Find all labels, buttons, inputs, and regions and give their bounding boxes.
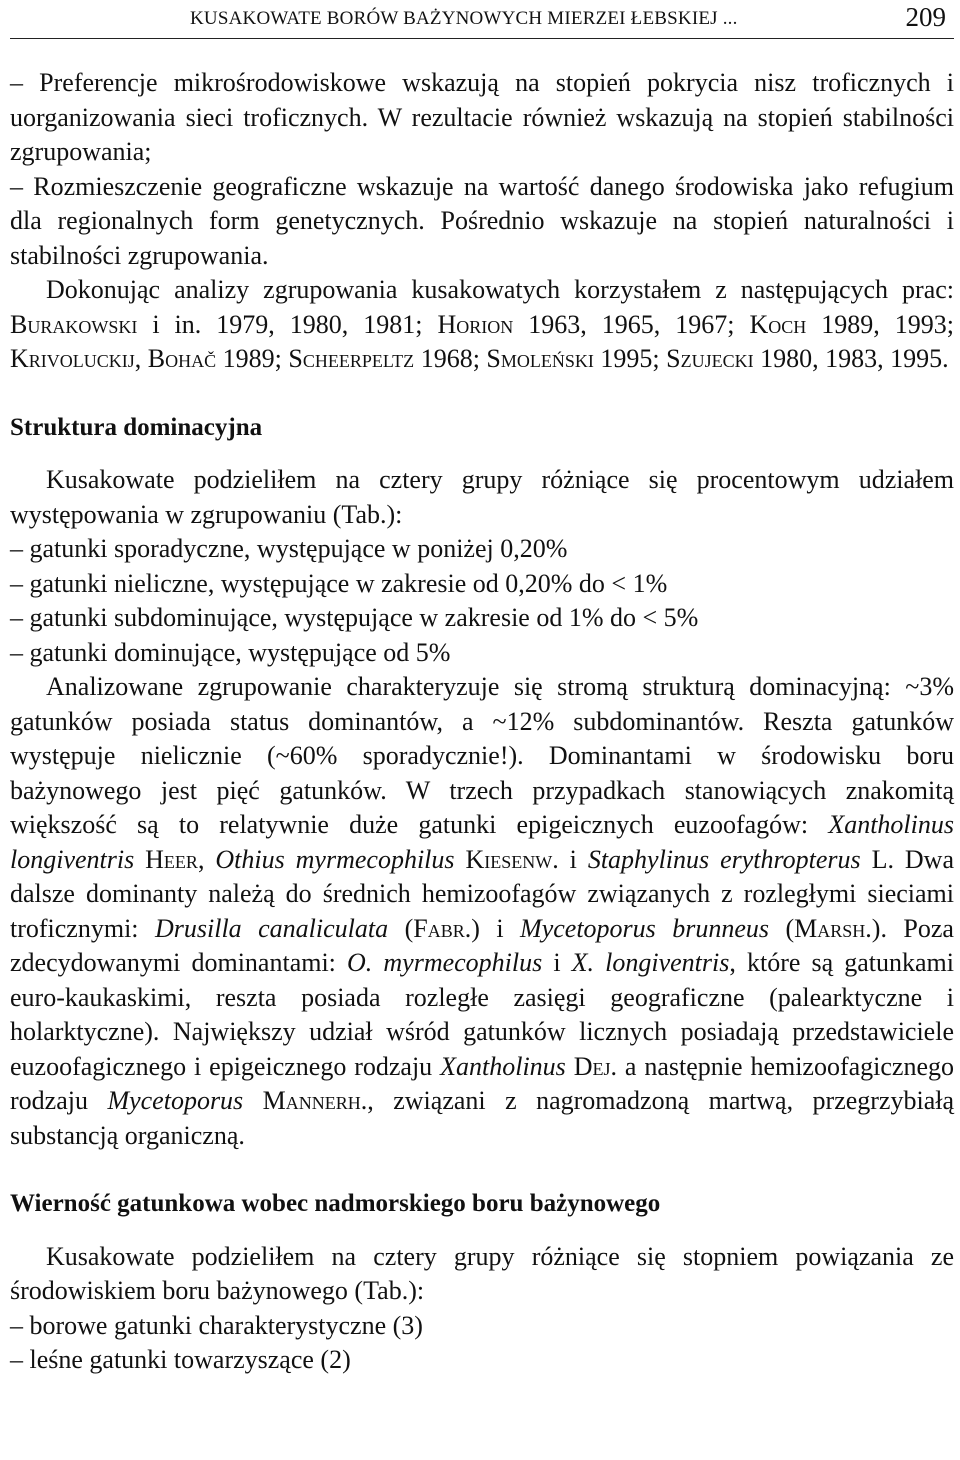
running-title: KUSAKOWATE BORÓW BAŻYNOWYCH MIERZEI ŁEBSKIEJ ... <box>190 8 738 29</box>
sources-paragraph: Dokonując analizy zgrupowania kusakowatych korzystałem z następujących prac: Burakowski i in. 1979, 1980, 1981; Horion 1963, 1965, 1967; Koch 1989, 1993; Krivoluckij, Bohač 1989; Scheerpeltz 1968; Smoleński 1995; Szujecki 1980, 1983, 1995. <box>10 275 954 373</box>
page-body <box>10 66 954 1378</box>
list-item: – borowe gatunki charakterystyczne (3) <box>10 1310 423 1340</box>
list-item: – gatunki nieliczne, występujące w zakresie od 0,20% do < 1% <box>10 568 668 598</box>
section2-intro: Kusakowate podzieliłem na cztery grupy różniące się stopniem powiązania ze środowiskiem boru bażynowego (Tab.): <box>10 1241 954 1305</box>
list-item: – gatunki sporadyczne, występujące w poniżej 0,20% <box>10 534 568 563</box>
section-heading-fidelity: Wierność gatunkowa wobec nadmorskiego boru bażynowego <box>10 1190 661 1217</box>
dominance-paragraph: Analizowane zgrupowanie charakteryzuje się stromą strukturą dominacyjną: ~3% gatunków posiada status dominantów, a ~12% subdominantów. Reszta gatunków występuje nielicznie (~60% sporadycznie!). Dominantami w środowisku boru bażynowego jest pięć gatunków. W trzech przypadkach stanowiących znakomitą większość są to relatywnie duże gatunki epigeicznych euzoofagów: Xantholinus longiventris Heer, Othius myrmecophilus Kiesenw. i Staphylinus erythropterus L. Dwa dalsze dominanty należą do średnich hemizoofagów związanych z rozległymi sieciami troficznymi: Drusilla canaliculata (Fabr.) i Mycetoporus brunneus (Marsh.). Poza zdecydowanymi dominantami: O. myrmecophilus i X. longiventris, które są gatunkami euro-kaukaskimi, reszta posiada rozległe zasięgi geograficzne (palearktyczne i holarktyczne). Największy udział wśród gatunków licznych posiadają przedstawiciele euzoofagicznego i epigeicznego rodzaju Xantholinus Dej. a następnie hemizoofagicznego rodzaju Mycetoporus Mannerh., związani z nagromadzoną martwą, przegrzybiałą substancją organiczną. <box>10 672 955 1150</box>
page-number: 209 <box>905 2 946 32</box>
list-item: – Rozmieszczenie geograficzne wskazuje na wartość danego środowiska jako refugium dla regionalnych form genetycznych. Pośrednio wskazuje na stopień naturalności i stabilności zgrupowania. <box>10 171 954 270</box>
list-item: – gatunki dominujące, występujące od 5% <box>10 637 451 667</box>
section1-intro: Kusakowate podzieliłem na cztery grupy różniące się procentowym udziałem występowania w zgrupowaniu (Tab.): <box>10 465 954 529</box>
list-item: – gatunki subdominujące, występujące w zakresie od 1% do < 5% <box>10 603 699 632</box>
list-item: – leśne gatunki towarzyszące (2) <box>10 1345 351 1374</box>
running-header <box>10 0 954 39</box>
section-heading-dominance: Struktura dominacyjna <box>10 413 263 441</box>
list-item: – Preferencje mikrośrodowiskowe wskazują na stopień pokrycia nisz troficznych i uorganizowania sieci troficznych. W rezultacie również wskazują na stopień stabilności zgrupowania; <box>10 68 954 166</box>
